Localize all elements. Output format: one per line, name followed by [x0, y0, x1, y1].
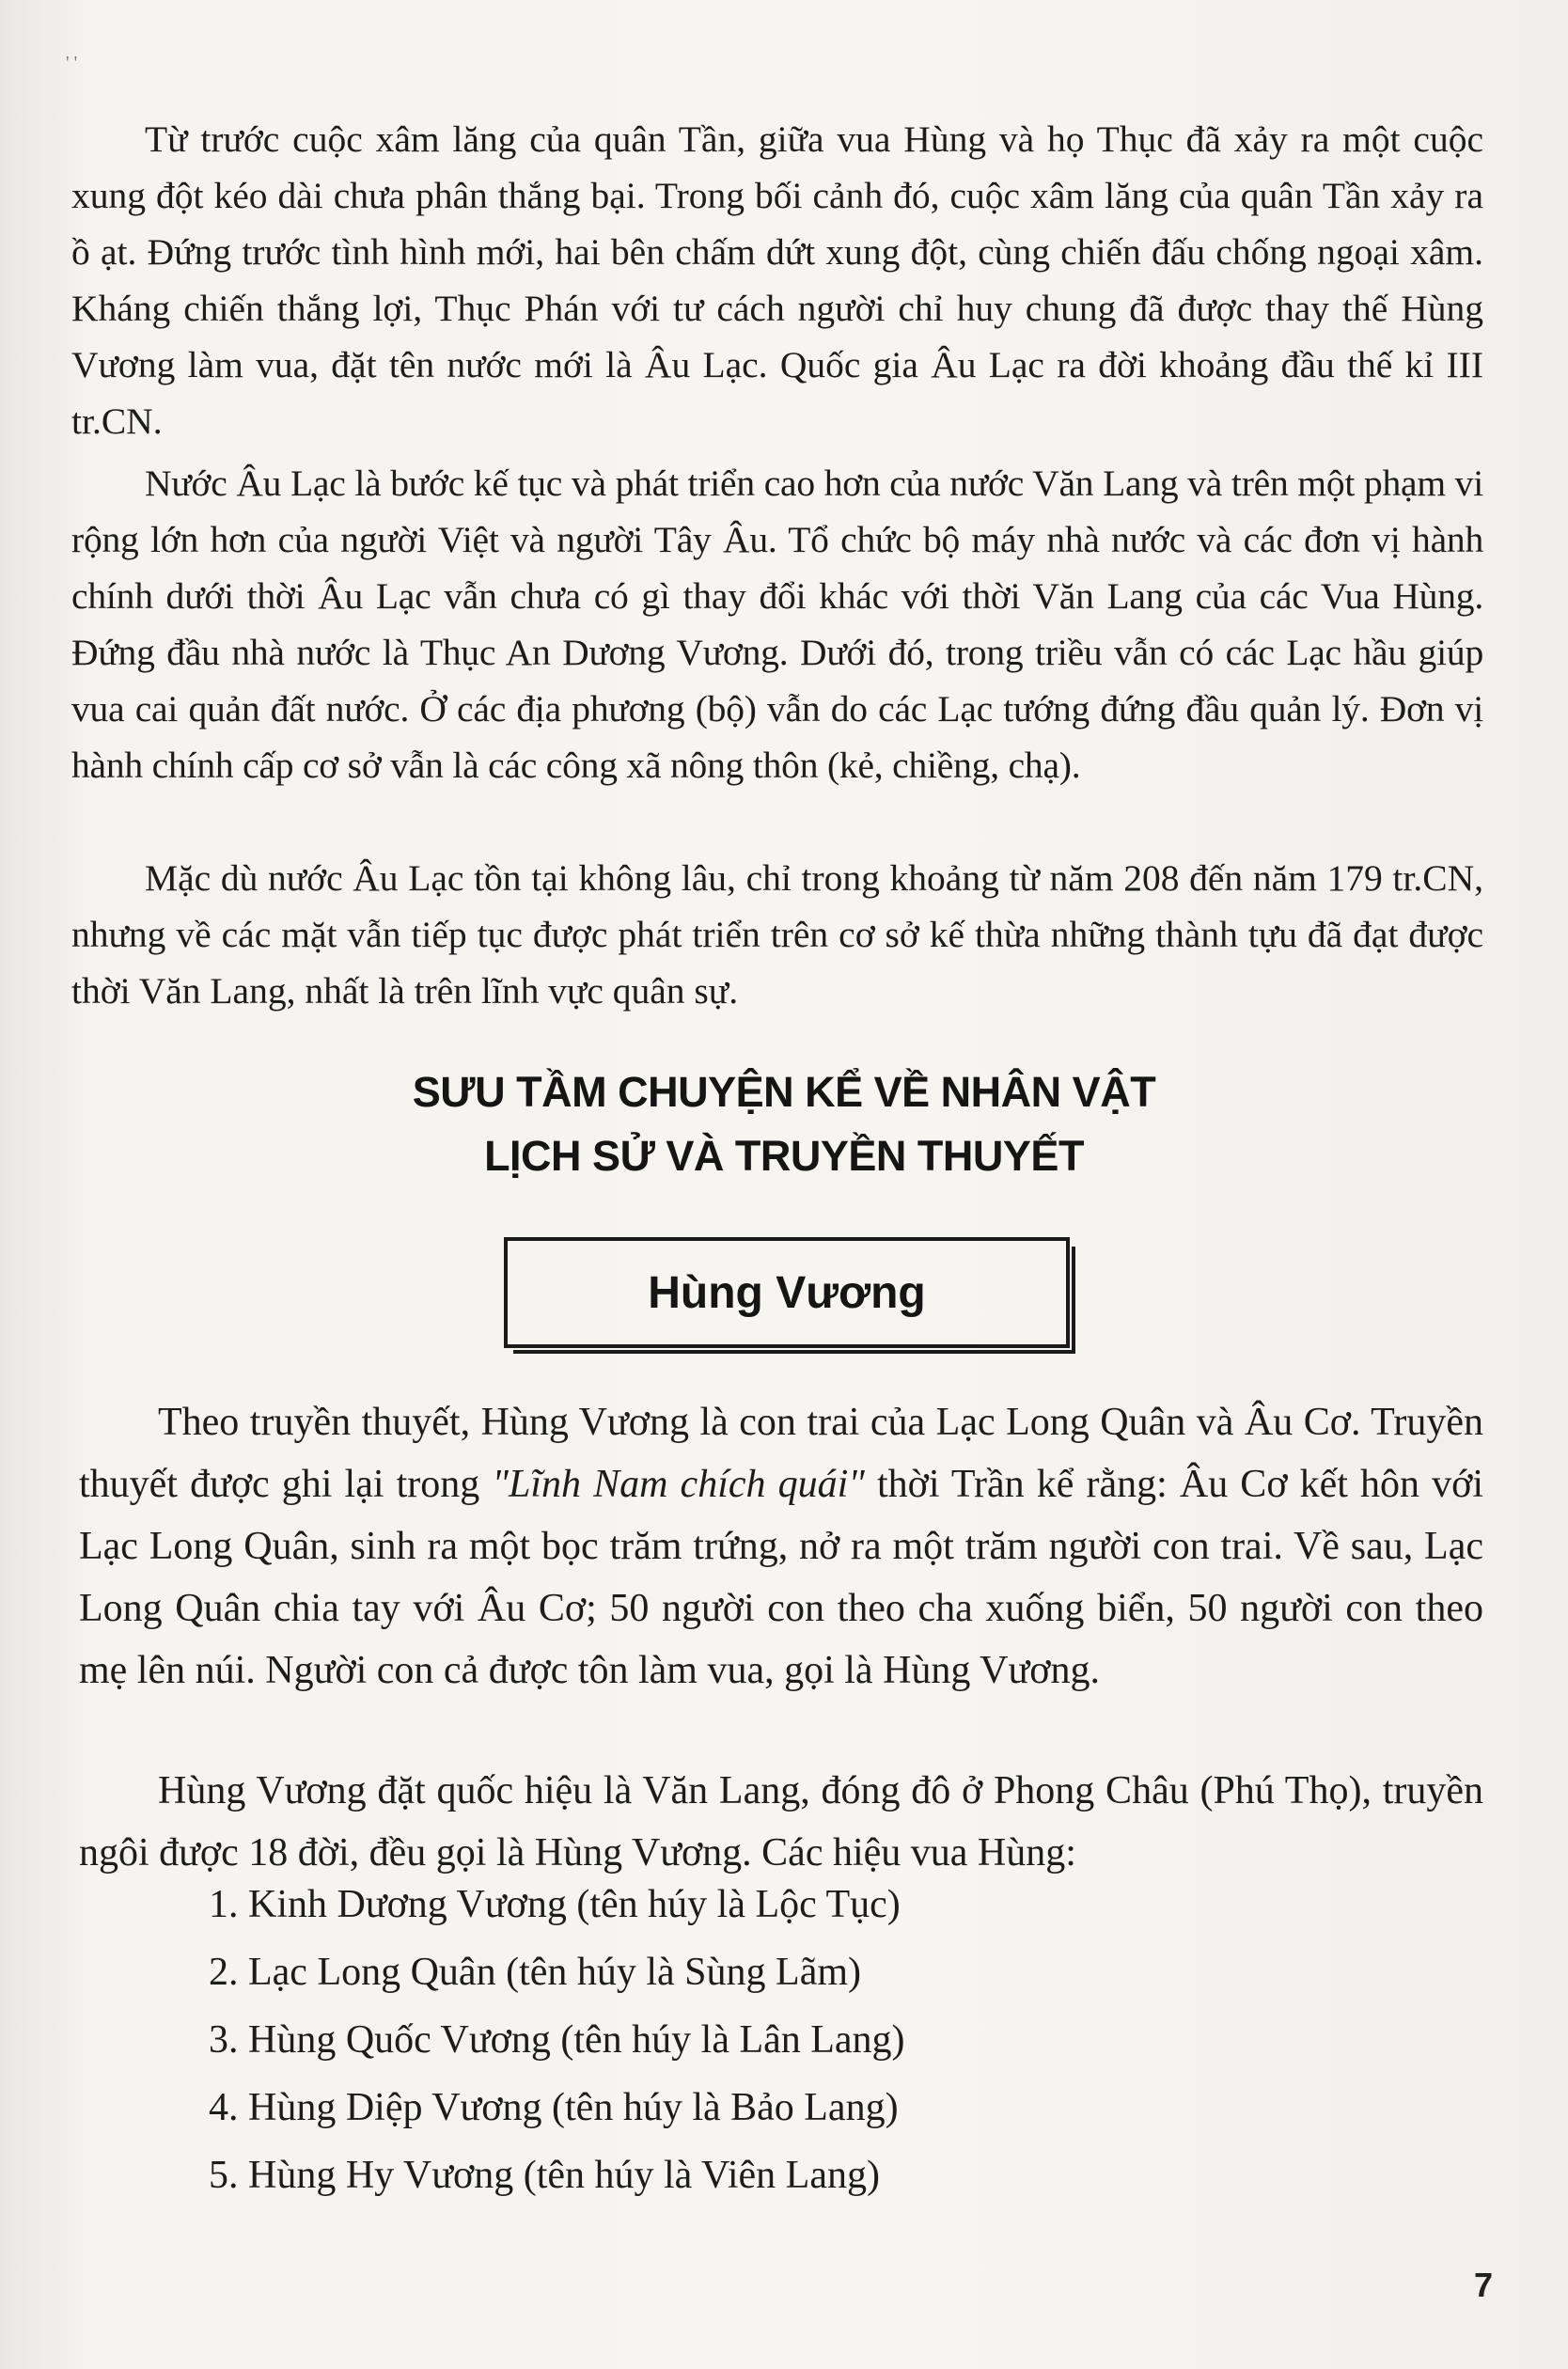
- paragraph-text-part: Theo truyền thuyết, Hùng Vương là con trai của Lạc Long Quân và Âu Cơ. Truyền thuyết được ghi lại trong: [79, 1401, 1483, 1506]
- section-heading-line-2: LỊCH SỬ VÀ TRUYỀN THUYẾT: [484, 1132, 1084, 1180]
- list-item: 2. Lạc Long Quân (tên húy là Sùng Lãm): [209, 1951, 861, 1994]
- list-item: 1. Kinh Dương Vương (tên húy là Lộc Tục): [209, 1883, 901, 1926]
- paragraph-text: Mặc dù nước Âu Lạc tồn tại không lâu, chỉ trong khoảng từ năm 208 đến năm 179 tr.CN, nhưng về các mặt vẫn tiếp tục được phát triển trên cơ sở kế thừa những thành tựu đã đạt được thời Văn Lang, nhất là trên lĩnh vực quân sự.: [71, 857, 1483, 1012]
- boxed-title-text: Hùng Vương: [648, 1267, 926, 1318]
- boxed-title: [504, 1237, 1070, 1348]
- king-list: [209, 1871, 905, 2209]
- list-item: 3. Hùng Quốc Vương (tên húy là Lân Lang): [209, 2018, 905, 2062]
- corner-mark: ' ': [66, 53, 78, 73]
- book-title-citation: "Lĩnh Nam chích quái": [492, 1463, 865, 1506]
- section-heading: [0, 1060, 1568, 1188]
- story-paragraph-1: [79, 1391, 1483, 1702]
- paragraph-text-part: thời Trần kể rằng: Âu Cơ kết hôn với Lạc Long Quân, sinh ra một bọc trăm trứng, nở ra một trăm người con trai. Về sau, Lạc Long Quân chia tay với Âu Cơ; 50 người con theo cha xuống biển, 50 người con theo mẹ lên núi. Người con cả được tôn làm vua, gọi là Hùng Vương.: [79, 1463, 1483, 1692]
- section-heading-line-1: SƯU TẦM CHUYỆN KỂ VỀ NHÂN VẬT: [412, 1068, 1156, 1116]
- paragraph-text: Từ trước cuộc xâm lăng của quân Tần, giữa vua Hùng và họ Thục đã xảy ra một cuộc xung đột kéo dài chưa phân thắng bại. Trong bối cảnh đó, cuộc xâm lăng của quân Tần xảy ra ồ ạt. Đứng trước tình hình mới, hai bên chấm dứt xung đột, cùng chiến đấu chống ngoại xâm. Kháng chiến thắng lợi, Thục Phán với tư cách người chỉ huy chung đã được thay thế Hùng Vương làm vua, đặt tên nước mới là Âu Lạc. Quốc gia Âu Lạc ra đời khoảng đầu thế kỉ III tr.CN.: [71, 118, 1483, 442]
- list-item: 4. Hùng Diệp Vương (tên húy là Bảo Lang): [209, 2086, 899, 2129]
- intro-paragraph-3: [71, 850, 1483, 1019]
- intro-paragraph-2: [71, 455, 1483, 793]
- paragraph-text: [79, 1391, 1483, 1702]
- story-paragraph-2: [79, 1760, 1483, 1884]
- page-number: 7: [1473, 2266, 1493, 2304]
- intro-paragraph-1: [71, 111, 1483, 449]
- list-item: 5. Hùng Hy Vương (tên húy là Viên Lang): [209, 2154, 880, 2197]
- paragraph-text: Nước Âu Lạc là bước kế tục và phát triển cao hơn của nước Văn Lang và trên một phạm vi rộng lớn hơn của người Việt và người Tây Âu. Tổ chức bộ máy nhà nước và các đơn vị hành chính dưới thời Âu Lạc vẫn chưa có gì thay đổi khác với thời Văn Lang của các Vua Hùng. Đứng đầu nhà nước là Thục An Dương Vương. Dưới đó, trong triều vẫn có các Lạc hầu giúp vua cai quản đất nước. Ở các địa phương (bộ) vẫn do các Lạc tướng đứng đầu quản lý. Đơn vị hành chính cấp cơ sở vẫn là các công xã nông thôn (kẻ, chiềng, chạ).: [71, 463, 1483, 786]
- paragraph-text: Hùng Vương đặt quốc hiệu là Văn Lang, đóng đô ở Phong Châu (Phú Thọ), truyền ngôi được 18 đời, đều gọi là Hùng Vương. Các hiệu vua Hùng:: [79, 1769, 1483, 1875]
